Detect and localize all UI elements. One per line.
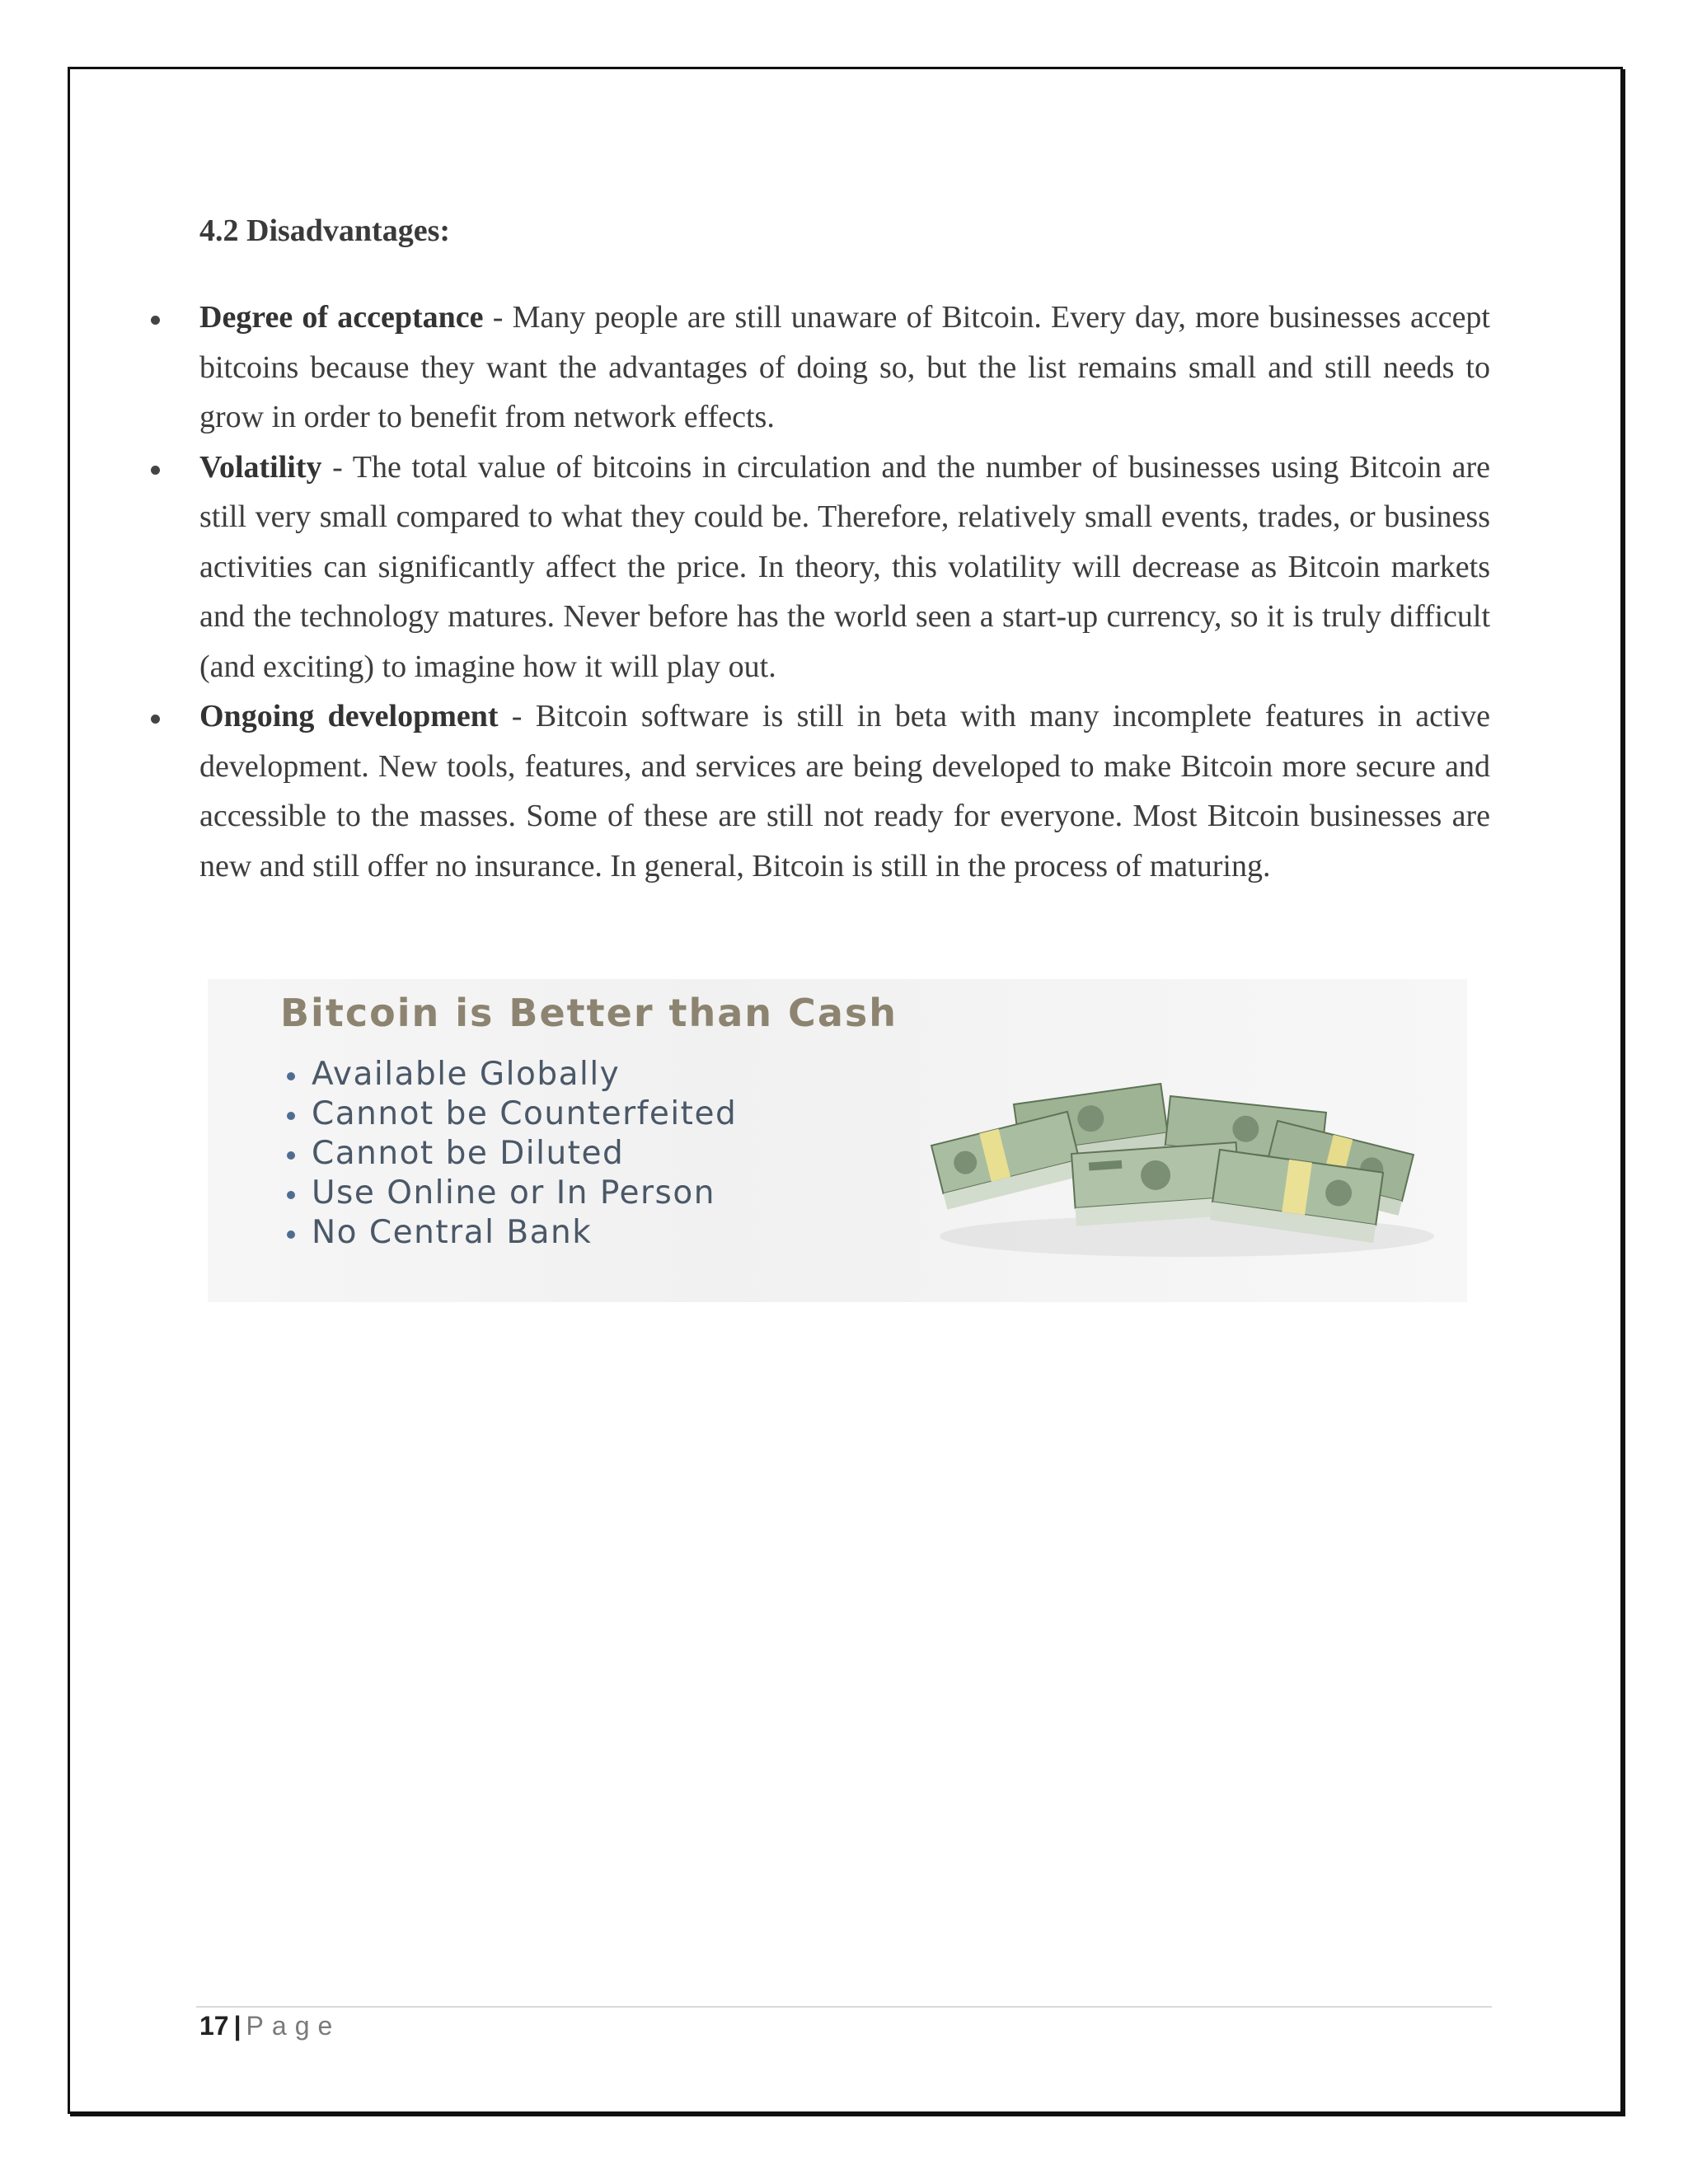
list-item-description: - The total value of bitcoins in circulation and the number of businesses using Bitcoin are still very small compared to what they could be. Therefore, relatively small events, trades, or business activities can significantly affect the price. In theory, this volatility will decrease as Bitcoin markets and the technology matures. Never before has the world seen a start-up currency, so it is truly difficult (and exciting) to imagine how it will play out. xyxy=(199,449,1490,684)
bullet-icon xyxy=(287,1072,295,1080)
banner-list-item: Cannot be Counterfeited xyxy=(287,1094,737,1134)
banner-list-item: No Central Bank xyxy=(287,1213,737,1253)
list-item-term: Degree of acceptance xyxy=(199,300,484,335)
list-item-term: Ongoing development xyxy=(199,699,499,733)
list-item-text xyxy=(199,443,1490,692)
list-item-text xyxy=(199,293,1490,443)
bullet-icon xyxy=(287,1112,295,1120)
footer-divider xyxy=(196,2006,1492,2008)
banner-list-item: Available Globally xyxy=(287,1055,737,1094)
list-item-text xyxy=(199,691,1490,891)
list-item-description: - Many people are still unaware of Bitcoin. Every day, more businesses accept bitcoins because they want the advantages of doing so, but the list remains small and still needs to grow in order to benefit from network effects. xyxy=(199,300,1490,434)
section-heading: 4.2 Disadvantages: xyxy=(199,213,451,248)
bullet-icon xyxy=(287,1191,295,1199)
bullet-icon xyxy=(151,316,160,325)
list-item xyxy=(0,691,1688,891)
page-footer xyxy=(199,2011,340,2041)
bullet-icon xyxy=(287,1151,295,1160)
list-item xyxy=(0,443,1688,692)
page-label: Page xyxy=(246,2011,341,2041)
page-number: 17 xyxy=(199,2011,229,2041)
list-item xyxy=(0,293,1688,443)
banner-title: Bitcoin is Better than Cash xyxy=(280,991,898,1035)
bullet-icon xyxy=(151,715,160,724)
cash-stack-image xyxy=(923,1071,1451,1261)
list-item-term: Volatility xyxy=(199,449,322,485)
banner-list-item: Use Online or In Person xyxy=(287,1174,737,1213)
disadvantages-list xyxy=(0,293,1688,891)
bullet-icon xyxy=(151,466,160,475)
footer-separator: | xyxy=(233,2011,241,2041)
list-item-description: - Bitcoin software is still in beta with many incomplete features in active development. New tools, features, and services are being developed to make Bitcoin more secure and accessible to the masses. Some of these are still not ready for everyone. Most Bitcoin businesses are new and still offer no insurance. In general, Bitcoin is still in the process of maturing. xyxy=(199,699,1491,883)
bitcoin-banner-image xyxy=(208,979,1467,1302)
banner-list xyxy=(287,1055,737,1253)
bullet-icon xyxy=(287,1230,295,1239)
banner-list-item: Cannot be Diluted xyxy=(287,1134,737,1174)
